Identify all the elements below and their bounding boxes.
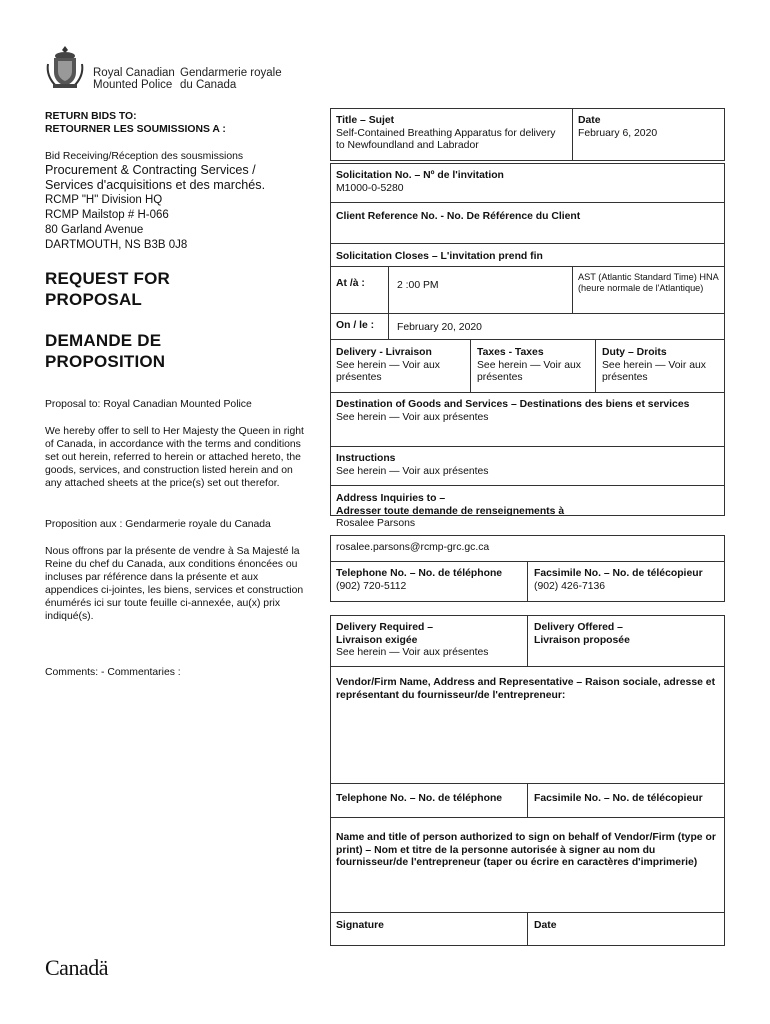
client-reference-label: Client Reference No. - No. De Référence du Client <box>336 211 581 222</box>
facsimile-field: Facsimile No. – No. de télécopieur (902) 426-7136 <box>534 568 703 592</box>
closing-date: February 20, 2020 <box>397 322 482 333</box>
title-field: Title – Sujet Self-Contained Breathing Apparatus for delivery to Newfoundland and Labrador <box>336 115 556 151</box>
closing-time: 2 :00 PM <box>397 280 439 291</box>
return-bids-heading: RETURN BIDS TO: RETOURNER LES SOUMISSIONS A : <box>45 111 226 135</box>
rfp-title-en: REQUEST FOR PROPOSAL <box>45 269 170 309</box>
vendor-name-field[interactable]: Vendor/Firm Name, Address and Representative – Raison sociale, adresse et représentant du fournisseur/de l'entrepreneur: <box>336 677 716 701</box>
vendor-telephone-field[interactable]: Telephone No. – No. de téléphone <box>336 793 503 804</box>
taxes-field: Taxes - Taxes See herein — Voir aux présentes <box>477 347 581 383</box>
inquiries-field: Address Inquiries to – Adresser toute demande de renseignements à Rosalee Parsons <box>336 493 565 529</box>
delivery-required-field: Delivery Required – Livraison exigée See herein — Voir aux présentes <box>336 622 489 658</box>
authorized-person-field[interactable]: Name and title of person authorized to sign on behalf of Vendor/Firm (type or print) – Nom et titre de la personne autorisée à signer au nom du fournisseur/de l'entrepreneur (taper ou écrire en caractères d'imprimerie) <box>336 832 716 868</box>
duty-field: Duty – Droits See herein — Voir aux présentes <box>602 347 706 383</box>
on-label: On / le : <box>336 320 375 331</box>
instructions-field: Instructions See herein — Voir aux présentes <box>336 453 489 477</box>
delivery-offered-field: Delivery Offered – Livraison proposée <box>534 622 630 646</box>
offer-text-fr: Nous offrons par la présente de vendre à Sa Majesté la Reine du chef du Canada, aux conditions énoncées ou incluses par référence dans la présente et aux appendices ci-jointes, les biens, services et construction énumérés ici sur toute feuille ci-annexée, au(x) prix indiqué(s). <box>45 546 304 622</box>
destination-field: Destination of Goods and Services – Destinations des biens et services See herein — Voir aux présentes <box>336 399 690 423</box>
date-field: Date February 6, 2020 <box>578 115 658 139</box>
offer-text-en: We hereby offer to sell to Her Majesty the Queen in right of Canada, in accordance with the terms and conditions set out herein, referred to herein or attached hereto, the goods, services, and construction listed herein and on any attached sheets at the price(s) set out therefor. <box>45 426 304 489</box>
canada-wordmark: Canadä <box>45 955 108 980</box>
proposal-to: Proposal to: Royal Canadian Mounted Police <box>45 399 252 410</box>
bid-receiving-address: Bid Receiving/Réception des sousmissions Procurement & Contracting Services / Services d'acquisitions et des marchés. RCMP "H" Division HQ RCMP Mailstop # H-066 80 Garland Avenue DARTMOUTH, NS B3B 0J8 <box>45 151 266 251</box>
at-label: At /à : <box>336 278 365 289</box>
signature-date-field[interactable]: Date <box>534 920 557 931</box>
org-name-en: Royal Canadian Mounted Police <box>93 67 175 91</box>
rcmp-crest-logo <box>45 44 85 90</box>
vendor-facsimile-field[interactable]: Facsimile No. – No. de télécopieur <box>534 793 703 804</box>
delivery-field: Delivery - Livraison See herein — Voir aux présentes <box>336 347 440 383</box>
signature-field[interactable]: Signature <box>336 920 384 931</box>
inquiries-email[interactable]: rosalee.parsons@rcmp-grc.gc.ca <box>336 542 490 553</box>
solicitation-field: Solicitation No. – Nº de l'invitation M1000-0-5280 <box>336 170 504 194</box>
telephone-field: Telephone No. – No. de téléphone (902) 720-5112 <box>336 568 503 592</box>
org-name-fr: Gendarmerie royale du Canada <box>180 67 282 91</box>
rfp-title-fr: DEMANDE DE PROPOSITION <box>45 331 166 371</box>
comments-label: Comments: - Commentaries : <box>45 667 181 678</box>
timezone-note: AST (Atlantic Standard Time) HNA (heure normale de l'Atlantique) <box>578 272 719 293</box>
proposal-to-fr: Proposition aux : Gendarmerie royale du Canada <box>45 519 271 530</box>
closes-label: Solicitation Closes – L'invitation prend fin <box>336 251 543 262</box>
